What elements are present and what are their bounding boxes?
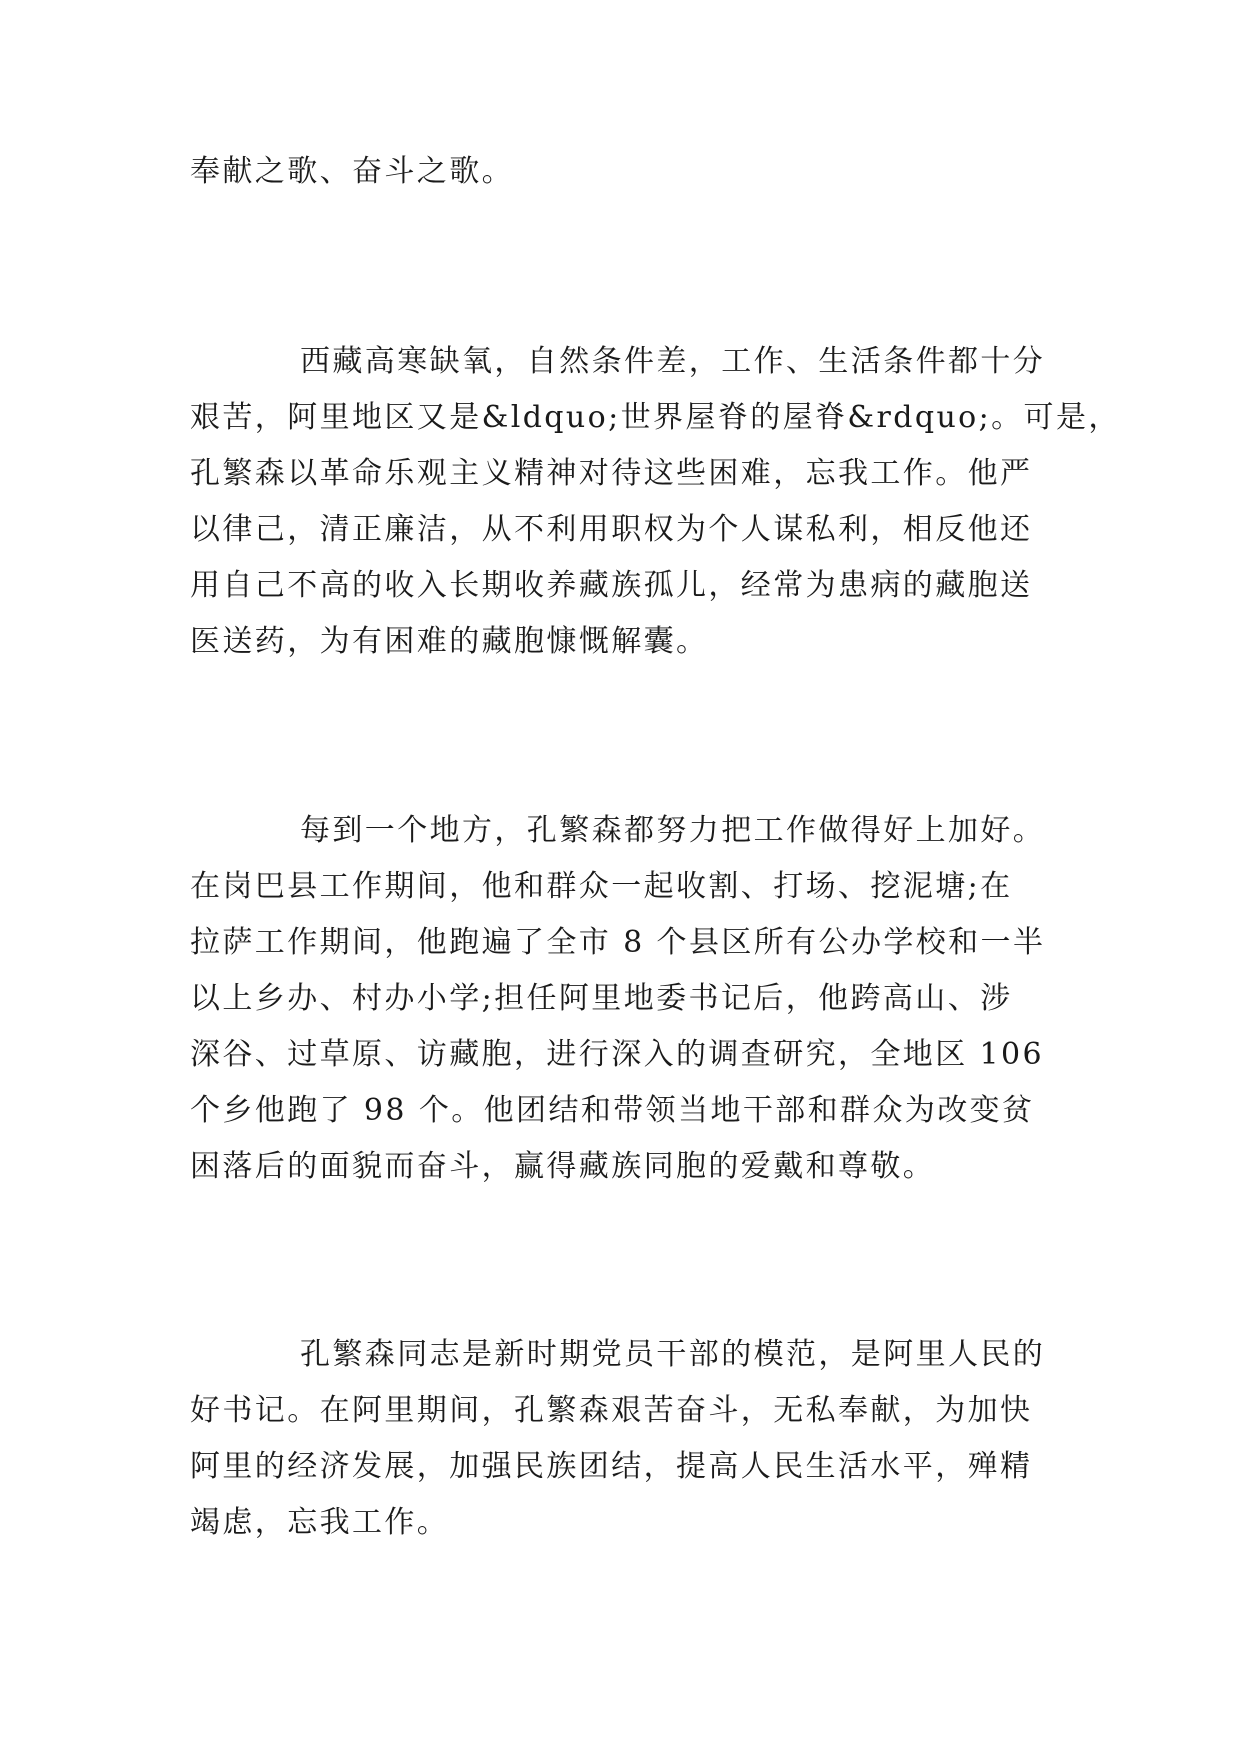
paragraph-3-line-5: 深谷、过草原、访藏胞，进行深入的调查研究，全地区 106: [190, 1037, 1044, 1072]
paragraph-1-line-1: 奉献之歌、奋斗之歌。: [190, 154, 514, 189]
paragraph-4-line-4: 竭虑，忘我工作。: [190, 1505, 450, 1540]
paragraph-3-line-6: 个乡他跑了 98 个。他团结和带领当地干部和群众为改变贫: [190, 1093, 1035, 1128]
paragraph-2-line-6: 医送药，为有困难的藏胞慷慨解囊。: [190, 624, 709, 659]
paragraph-2-line-4: 以律己，清正廉洁，从不利用职权为个人谋私利，相反他还: [190, 512, 1033, 547]
paragraph-4-line-2: 好书记。在阿里期间，孔繁森艰苦奋斗，无私奉献，为加快: [190, 1393, 1033, 1428]
paragraph-4-line-3: 阿里的经济发展，加强民族团结，提高人民生活水平，殚精: [190, 1449, 1033, 1484]
paragraph-3-line-7: 困落后的面貌而奋斗，赢得藏族同胞的爱戴和尊敬。: [190, 1149, 936, 1184]
paragraph-4-line-1: 孔繁森同志是新时期党员干部的模范，是阿里人民的: [300, 1337, 1046, 1372]
paragraph-3-line-4: 以上乡办、村办小学;担任阿里地委书记后，他跨高山、涉: [190, 981, 1013, 1016]
paragraph-3-line-1: 每到一个地方，孔繁森都努力把工作做得好上加好。: [300, 813, 1046, 848]
paragraph-2-line-2: 艰苦，阿里地区又是&ldquo;世界屋脊的屋脊&rdquo;。可是，: [190, 400, 1121, 435]
paragraph-3-line-2: 在岗巴县工作期间，他和群众一起收割、打场、挖泥塘;在: [190, 869, 1013, 904]
paragraph-3-line-3: 拉萨工作期间，他跑遍了全市 8 个县区所有公办学校和一半: [190, 925, 1046, 960]
paragraph-2-line-3: 孔繁森以革命乐观主义精神对待这些困难，忘我工作。他严: [190, 456, 1033, 491]
paragraph-2-line-1: 西藏高寒缺氧，自然条件差，工作、生活条件都十分: [300, 344, 1046, 379]
paragraph-2-line-5: 用自己不高的收入长期收养藏族孤儿，经常为患病的藏胞送: [190, 568, 1033, 603]
